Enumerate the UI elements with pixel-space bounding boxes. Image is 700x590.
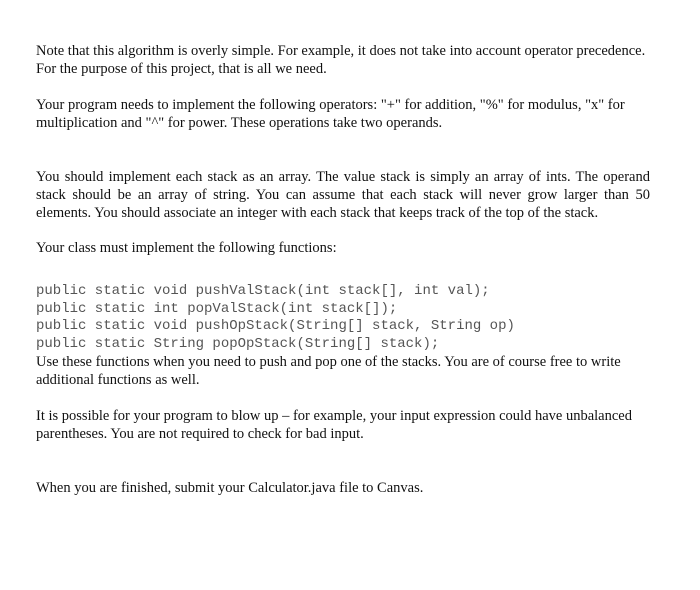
paragraph-operators: Your program needs to implement the following operators: "+" for addition, "%" for modulus, "x" for multiplication and "^" for power. These operations take two operands. bbox=[36, 97, 625, 131]
paragraph-functions-intro: Your class must implement the following functions: bbox=[36, 240, 337, 256]
code-block bbox=[36, 283, 650, 353]
paragraph-algorithm-note: Note that this algorithm is overly simple. For example, it does not take into account operator precedence. For the purpose of this project, that is all we need. bbox=[36, 43, 646, 77]
code-line-pop-val-stack: public static int popValStack(int stack[]); bbox=[36, 300, 398, 317]
code-line-push-val-stack: public static void pushValStack(int stack[], int val); bbox=[36, 283, 490, 299]
code-line-pop-op-stack: public static String popOpStack(String[] stack); bbox=[36, 335, 440, 352]
document-page bbox=[36, 42, 650, 497]
paragraph-use-functions: Use these functions when you need to push and pop one of the stacks. You are of course free to write additional functions as well. bbox=[36, 354, 621, 388]
code-line-push-op-stack: public static void pushOpStack(String[] stack, String op) bbox=[36, 318, 515, 334]
paragraph-bad-input: It is possible for your program to blow up – for example, your input expression could have unbalanced parentheses. You are not required to check for bad input. bbox=[36, 408, 632, 442]
paragraph-stack-implementation: You should implement each stack as an array. The value stack is simply an array of ints. The operand stack should be an array of string. You can assume that each stack will never grow larger than 50 elements. You should associate an integer with each stack that keeps track of the top of the stack. bbox=[36, 169, 650, 221]
paragraph-submission: When you are finished, submit your Calculator.java file to Canvas. bbox=[36, 480, 424, 496]
